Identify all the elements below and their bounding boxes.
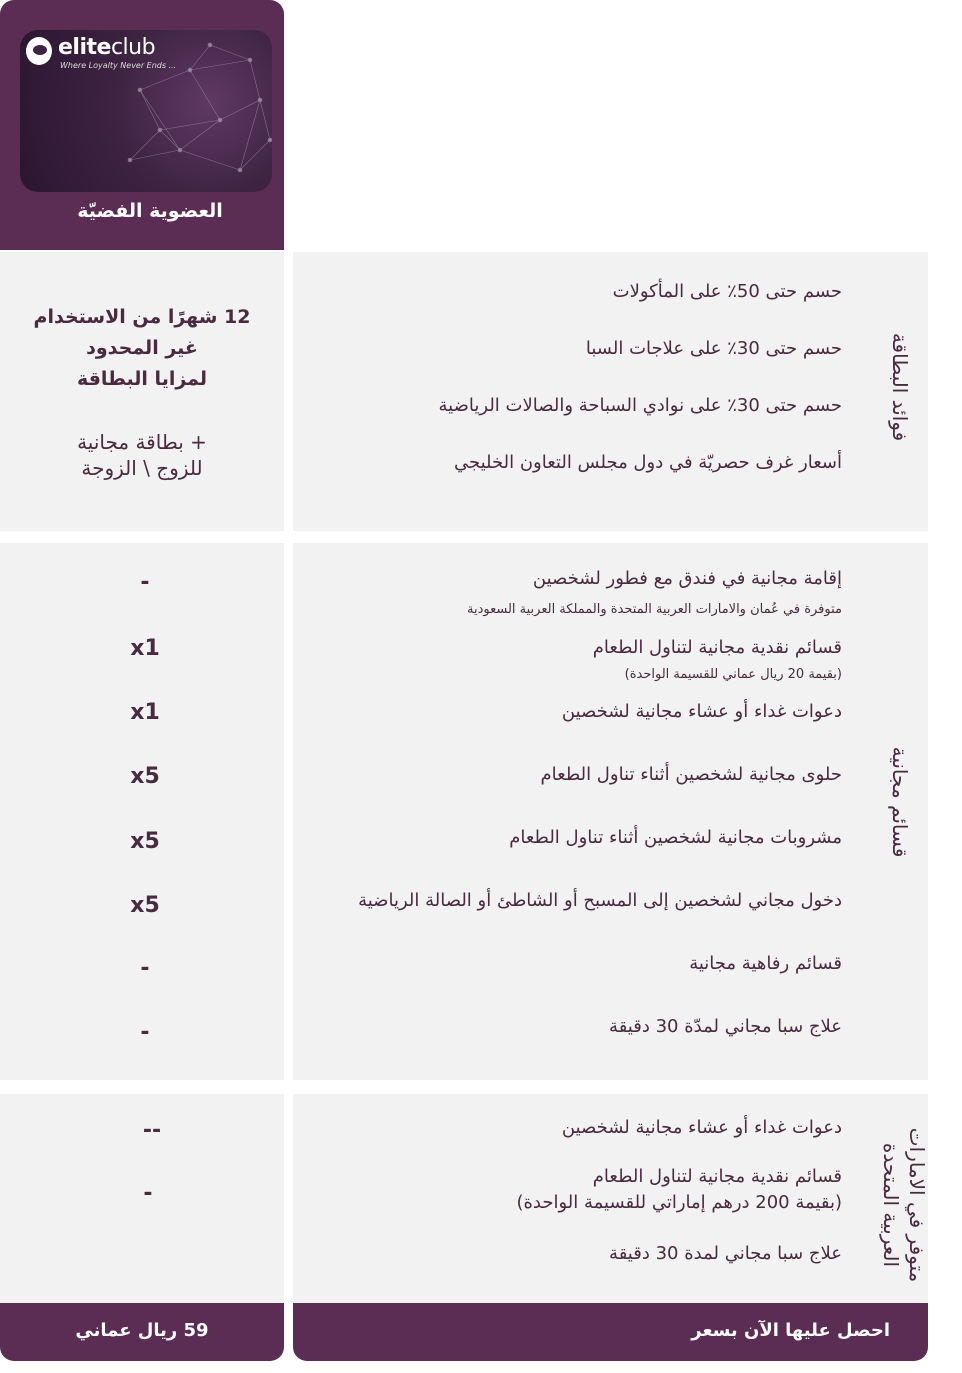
spouse-line: + بطاقة مجانية [77,430,207,454]
voucher-quantity: - [140,570,150,595]
voucher-item: دعوات غداء أو عشاء مجانية لشخصين [561,701,842,722]
voucher-quantity: - [140,956,150,981]
uae-quantity: -- [142,1118,162,1143]
card-title: العضوية الفضيّة [77,200,223,222]
benefit-item: حسم حتى 30٪ على نوادي السباحة والصالات الرياضية [438,395,842,416]
section3-label-line: متوفر في الامارات [905,1127,929,1283]
usage-line: لمزايا البطاقة [76,368,208,390]
voucher-quantity: x5 [130,829,160,854]
section3-label [870,1125,930,1285]
section3-label-line: العربية المتحدة [879,1142,903,1268]
voucher-item: مشروبات مجانية لشخصين أثناء تناول الطعام [509,827,842,848]
uae-item: قسائم نقدية مجانية لتناول الطعام [592,1166,842,1187]
logo-tagline: Where Loyalty Never Ends ... [60,61,177,70]
usage-line: غير المحدود [86,337,198,359]
spouse-line: للزوج \ الزوجة [81,456,203,480]
voucher-quantity: x5 [130,893,160,918]
voucher-note: متوفرة في عُمان والامارات العربية المتحدة والمملكة العربية السعودية [466,602,842,617]
benefit-item: أسعار غرف حصريّة في دول مجلس التعاون الخليجي [453,452,842,473]
voucher-note: (بقيمة 20 ريال عماني للقسيمة الواحدة) [624,667,842,682]
logo-mark-icon [26,37,52,65]
usage-line: 12 شهرًا من الاستخدام [33,306,251,328]
uae-item: علاج سبا مجاني لمدة 30 دقيقة [609,1243,842,1264]
section2-right-panel [293,543,928,1080]
logo-elite-text: elite [58,35,111,60]
usage-period-text [0,302,284,395]
uae-quantity: - [143,1181,153,1206]
uae-item-note: (بقيمة 200 درهم إماراتي للقسيمة الواحدة) [516,1192,842,1213]
section2-label: قسائم مجانية [888,746,912,858]
voucher-quantity: x5 [130,764,160,789]
section1-label: فوائد البطاقة [888,332,912,442]
section2-left-panel [0,543,284,1080]
elite-club-logo [26,35,226,75]
voucher-item: إقامة مجانية في فندق مع فطور لشخصين [532,568,842,589]
voucher-item: قسائم رفاهية مجانية [689,953,842,974]
price-text: 59 ريال عماني [75,1320,209,1341]
cta-text[interactable]: احصل عليها الآن بسعر [691,1320,890,1341]
voucher-item: حلوى مجانية لشخصين أثناء تناول الطعام [540,764,842,785]
benefit-item: حسم حتى 30٪ على علاجات السبا [585,338,842,359]
voucher-item: قسائم نقدية مجانية لتناول الطعام [592,637,842,658]
logo-club-text: club [110,35,156,60]
voucher-quantity: x1 [130,700,160,725]
voucher-quantity: - [140,1020,150,1045]
voucher-quantity: x1 [130,636,160,661]
voucher-item: دخول مجاني لشخصين إلى المسبح أو الشاطئ أو الصالة الرياضية [358,890,842,911]
benefit-item: حسم حتى 50٪ على المأكولات [612,281,842,302]
spouse-card-text [0,429,284,481]
uae-item: دعوات غداء أو عشاء مجانية لشخصين [561,1117,842,1138]
voucher-item: علاج سبا مجاني لمدّة 30 دقيقة [609,1016,842,1037]
